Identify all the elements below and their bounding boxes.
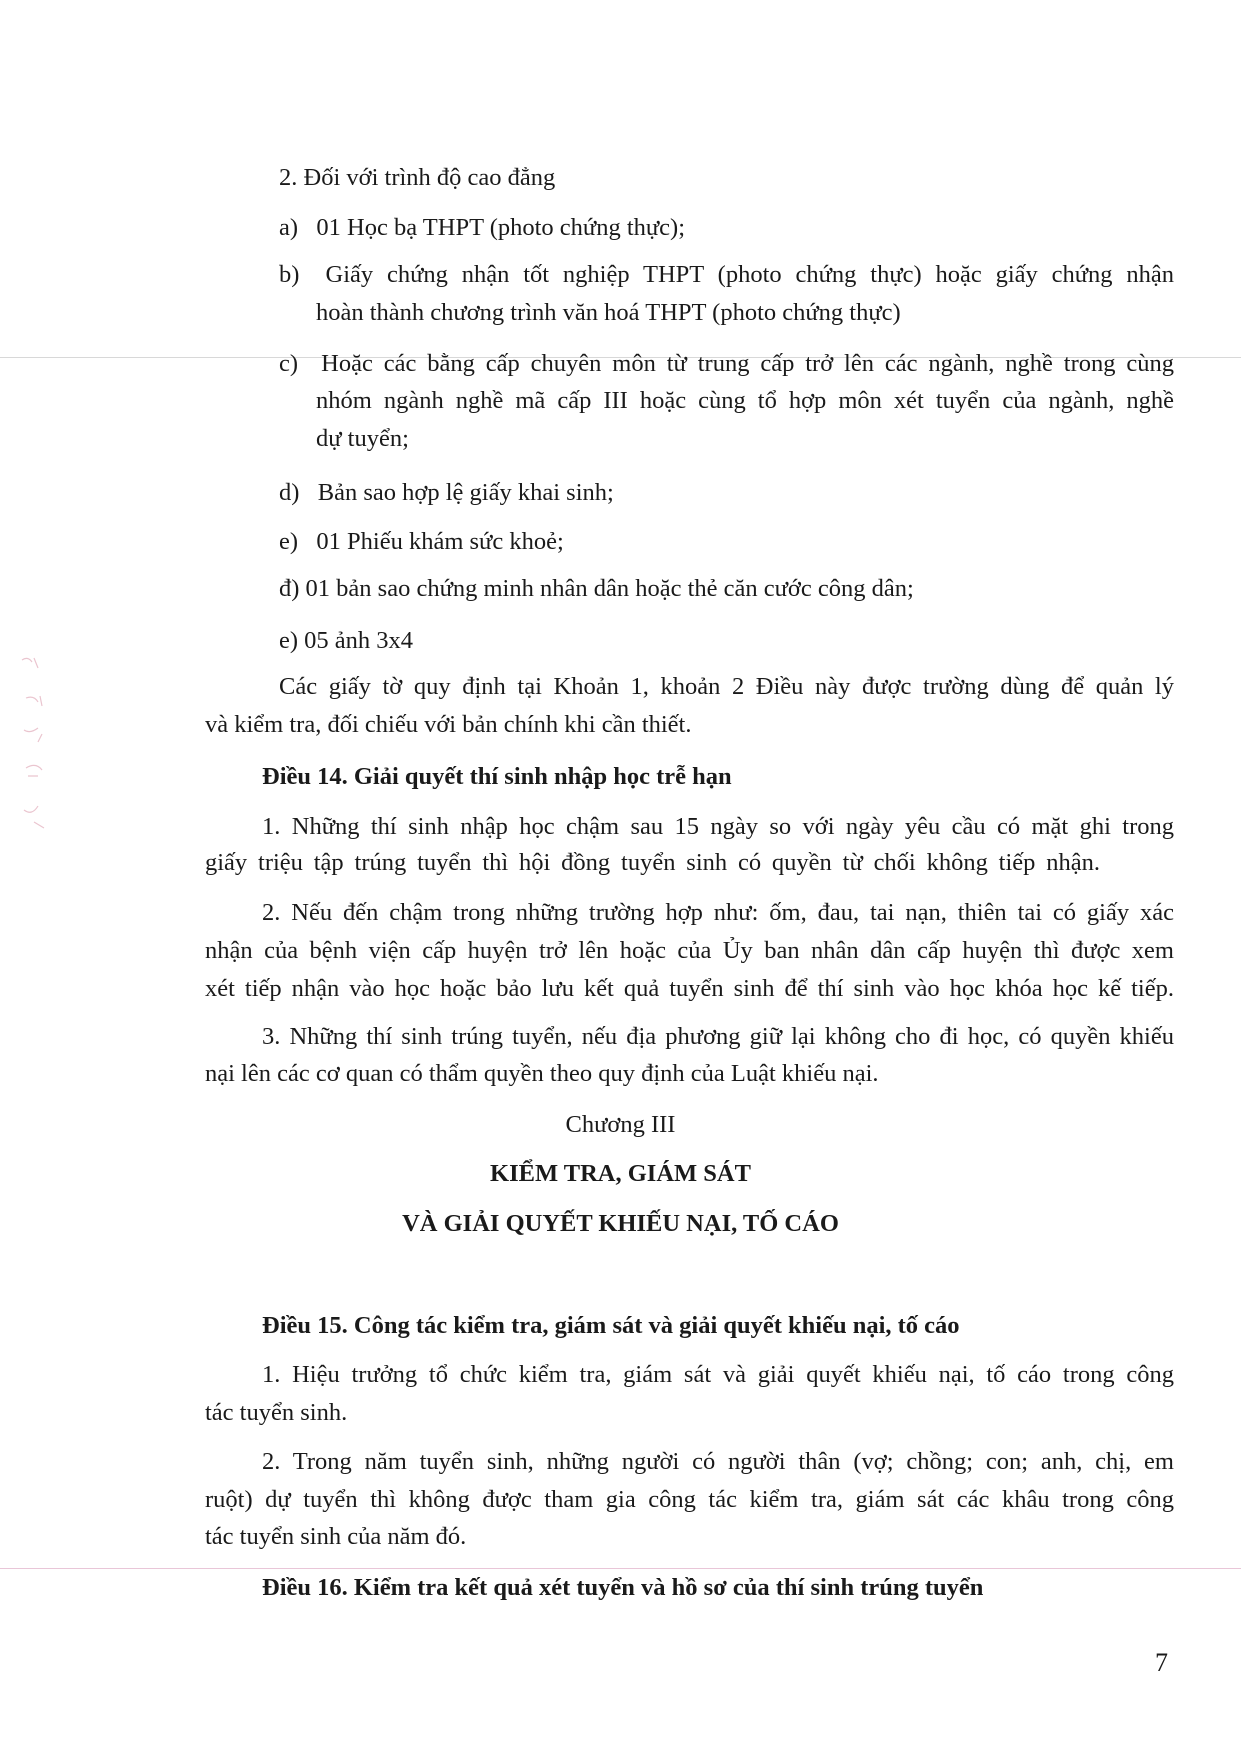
chapter-title-cont: VÀ GIẢI QUYẾT KHIẾU NẠI, TỐ CÁO xyxy=(402,1210,839,1237)
list-item-c: c) Hoặc các bằng cấp chuyên môn từ trung cấp trở lên các ngành, nghề trong cùng xyxy=(279,350,1174,377)
article-14-p2: 2. Nếu đến chậm trong những trường hợp như: ốm, đau, tai nạn, thiên tai có giấy xác xyxy=(262,899,1174,926)
article-14-p1: 1. Những thí sinh nhập học chậm sau 15 ngày so với ngày yêu cầu có mặt ghi trong xyxy=(262,813,1174,840)
list-item-b: b) Giấy chứng nhận tốt nghiệp THPT (photo chứng thực) hoặc giấy chứng nhận xyxy=(279,261,1174,288)
article-14-p2-cont: xét tiếp nhận vào học hoặc bảo lưu kết quả tuyển sinh để thí sinh vào học khóa học kế tiếp. xyxy=(205,975,1174,1002)
list-item-c-cont: dự tuyển; xyxy=(316,425,409,452)
list-item-d: d) Bản sao hợp lệ giấy khai sinh; xyxy=(279,479,614,506)
list-item-e: e) 01 Phiếu khám sức khoẻ; xyxy=(279,528,564,555)
note-paragraph: Các giấy tờ quy định tại Khoản 1, khoản 2 Điều này được trường dùng để quản lý xyxy=(279,673,1174,700)
list-item-b-cont: hoàn thành chương trình văn hoá THPT (photo chứng thực) xyxy=(316,299,901,326)
scan-line xyxy=(0,1568,1241,1569)
article-14-title: Điều 14. Giải quyết thí sinh nhập học trễ hạn xyxy=(262,763,732,790)
note-paragraph-cont: và kiểm tra, đối chiếu với bản chính khi cần thiết. xyxy=(205,711,692,738)
stamp-bleed-mark xyxy=(14,650,74,840)
list-item-dd: đ) 01 bản sao chứng minh nhân dân hoặc thẻ căn cước công dân; xyxy=(279,575,914,602)
section-heading: 2. Đối với trình độ cao đẳng xyxy=(279,164,556,191)
chapter-title: KIỂM TRA, GIÁM SÁT xyxy=(490,1160,751,1187)
page-number: 7 xyxy=(1155,1648,1168,1677)
list-item-a: a) 01 Học bạ THPT (photo chứng thực); xyxy=(279,214,686,241)
article-14-p3: 3. Những thí sinh trúng tuyển, nếu địa phương giữ lại không cho đi học, có quyền khiếu xyxy=(262,1023,1174,1050)
article-14-p3-cont: nại lên các cơ quan có thẩm quyền theo quy định của Luật khiếu nại. xyxy=(205,1060,879,1087)
article-15-p1: 1. Hiệu trưởng tổ chức kiểm tra, giám sát và giải quyết khiếu nại, tố cáo trong công xyxy=(262,1361,1174,1388)
article-15-title: Điều 15. Công tác kiểm tra, giám sát và giải quyết khiếu nại, tố cáo xyxy=(262,1312,960,1339)
article-15-p1-cont: tác tuyển sinh. xyxy=(205,1399,348,1426)
article-16-title: Điều 16. Kiểm tra kết quả xét tuyển và hồ sơ của thí sinh trúng tuyển xyxy=(262,1574,984,1601)
article-15-p2-cont: ruột) dự tuyển thì không được tham gia công tác kiểm tra, giám sát các khâu trong công xyxy=(205,1486,1174,1513)
list-item-c-cont: nhóm ngành nghề mã cấp III hoặc cùng tổ hợp môn xét tuyển của ngành, nghề xyxy=(316,387,1174,414)
article-15-p2-cont: tác tuyển sinh của năm đó. xyxy=(205,1523,467,1550)
article-14-p1-cont: giấy triệu tập trúng tuyển thì hội đồng tuyển sinh có quyền từ chối không tiếp nhận. xyxy=(205,849,1100,876)
chapter-number: Chương III xyxy=(565,1111,676,1138)
article-14-p2-cont: nhận của bệnh viện cấp huyện trở lên hoặc của Ủy ban nhân dân cấp huyện thì được xem xyxy=(205,937,1174,964)
list-item-e2: e) 05 ảnh 3x4 xyxy=(279,627,414,654)
article-15-p2: 2. Trong năm tuyển sinh, những người có người thân (vợ; chồng; con; anh, chị, em xyxy=(262,1448,1174,1475)
